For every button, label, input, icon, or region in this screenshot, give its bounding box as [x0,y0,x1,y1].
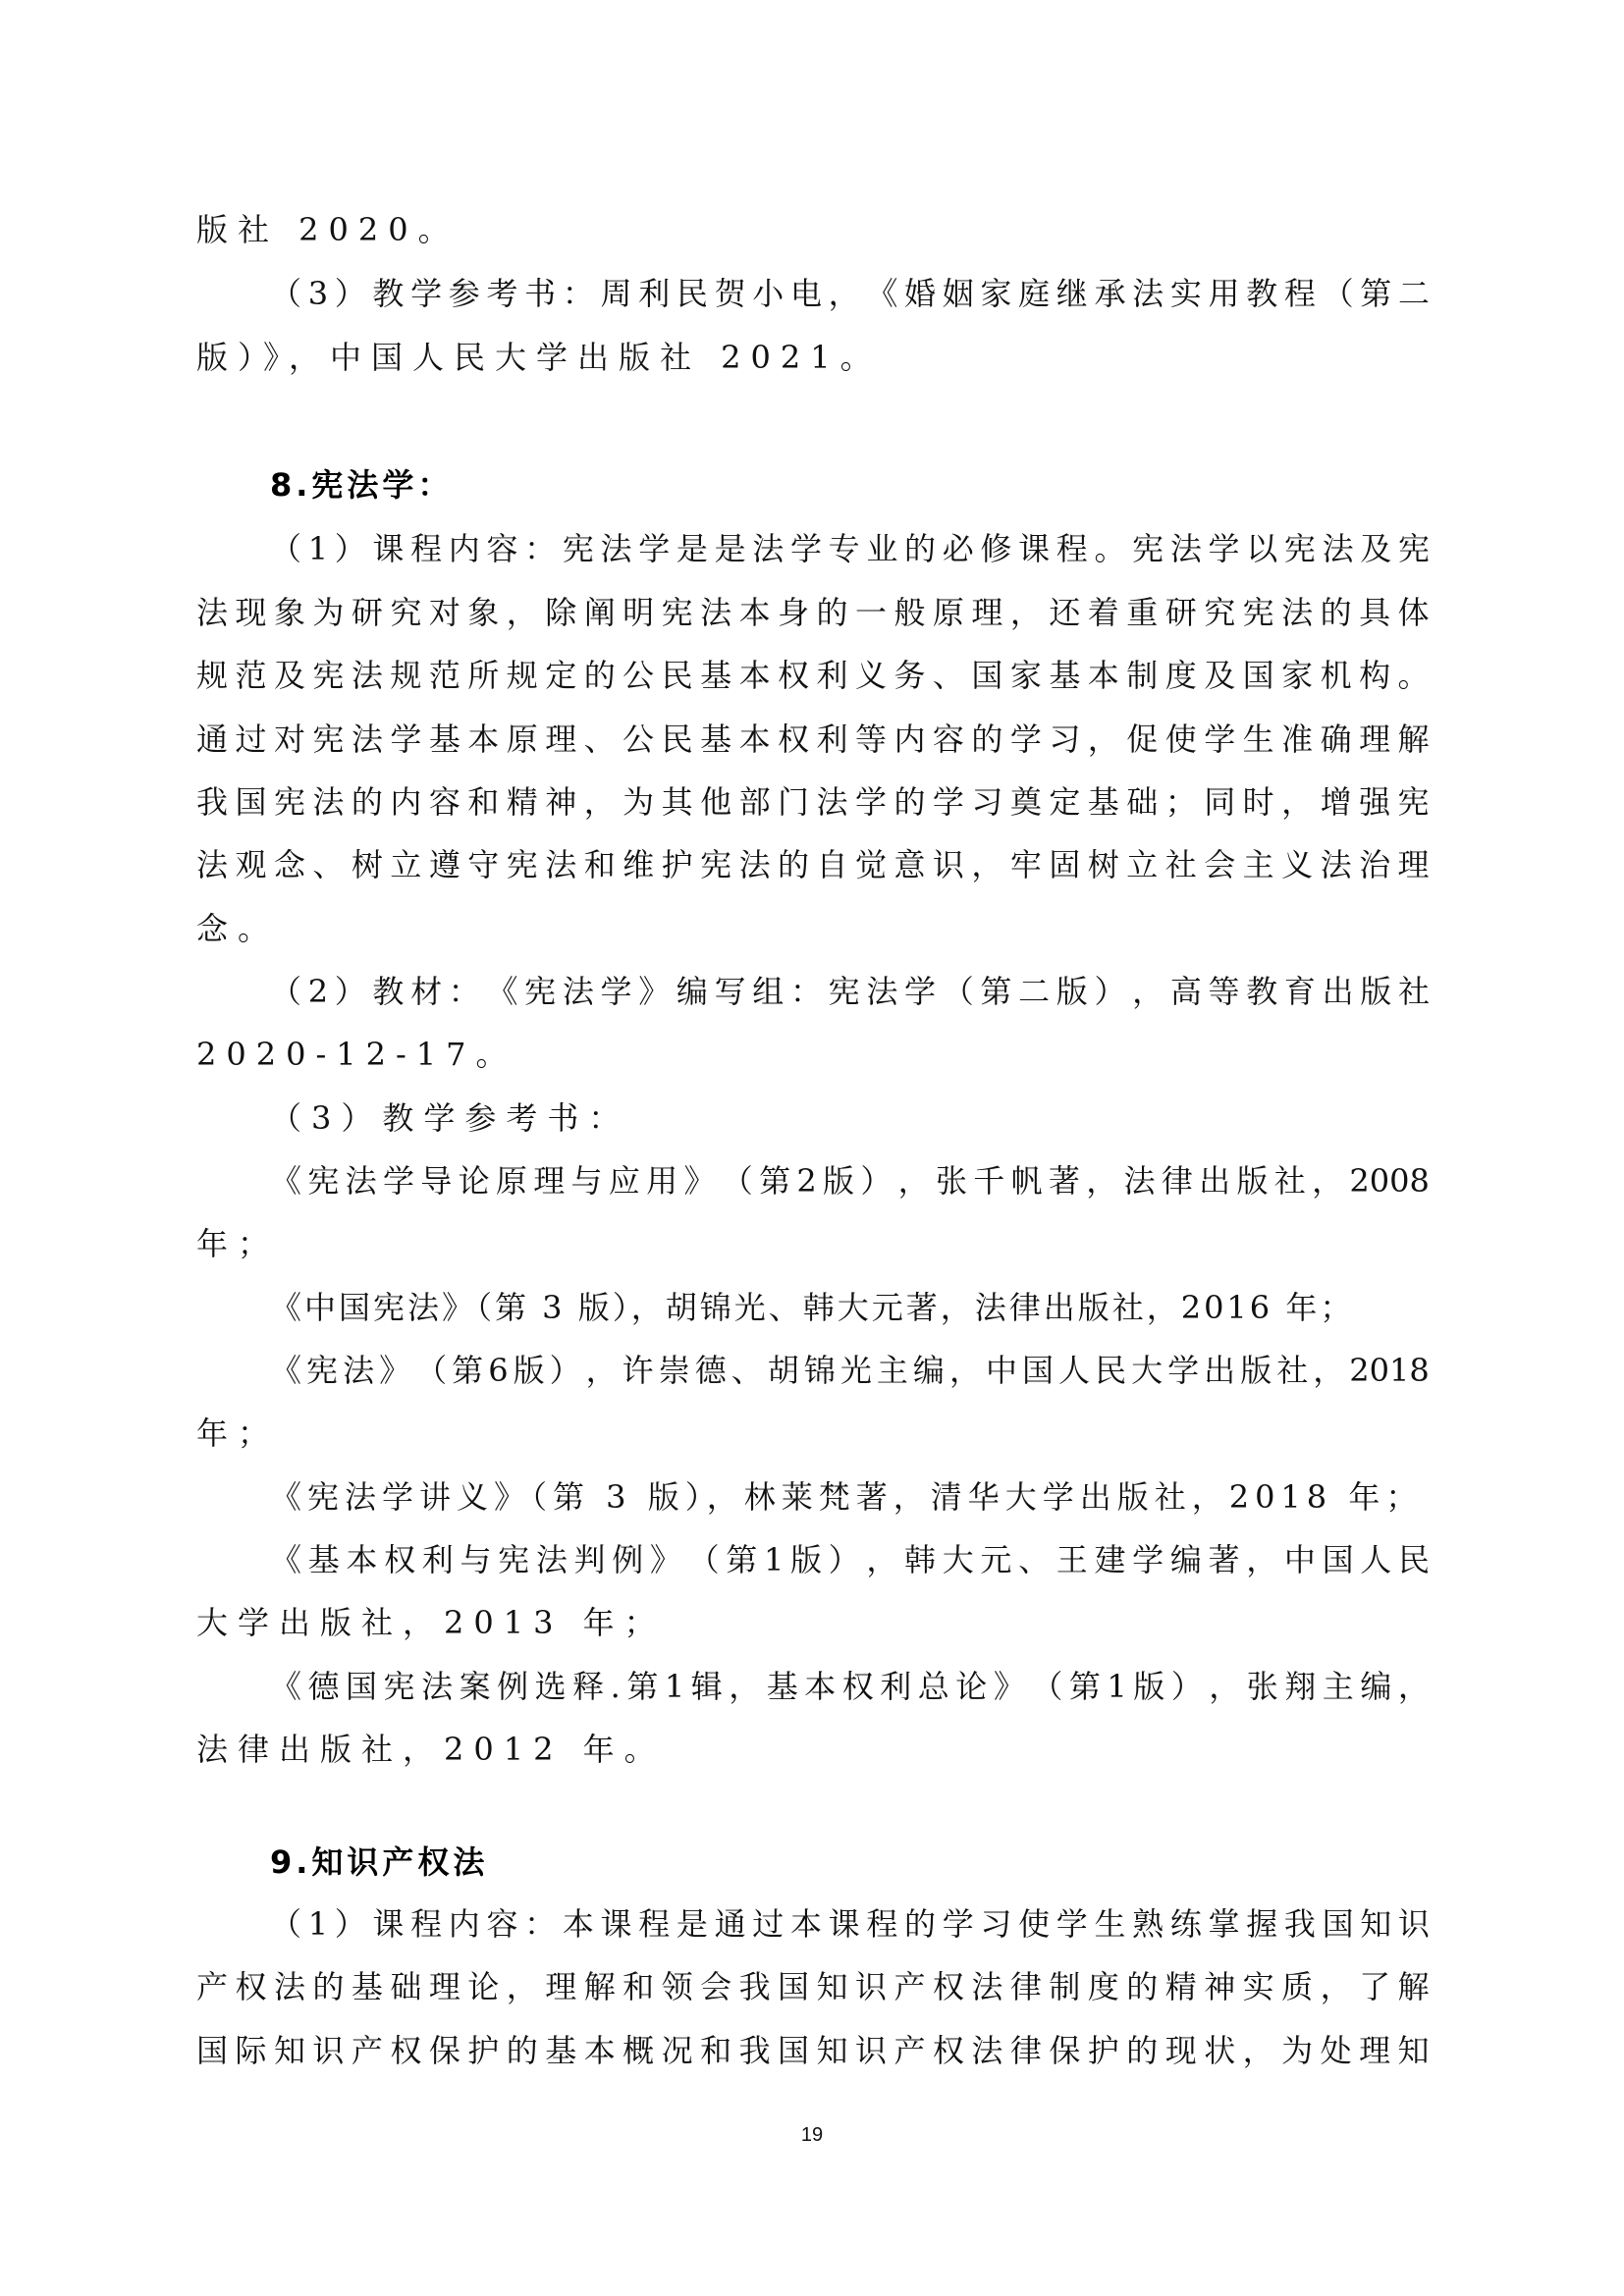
text-line: 大学出版社，2013 年； [196,1604,666,1641]
page-number: 19 [800,2124,824,2146]
text-line: 我 国 宪 法 的 内 容 和 精 神 ， 为 其 他 部 门 法 学 的 学 习 奠 定 基 础 ； 同 时 ， 增 强 宪 [196,783,1430,821]
text-line: 产 权 法 的 基 础 理 论 ， 理 解 和 领 会 我 国 知 识 产 权 法 律 制 度 的 精 神 实 质 ， 了 解 [196,1968,1430,2005]
text-line: 法 现 象 为 研 究 对 象 ， 除 阐 明 宪 法 本 身 的 一 般 原 理 ， 还 着 重 研 究 宪 法 的 具 体 [196,594,1430,631]
text-line: 《 宪 法 学 导 论 原 理 与 应 用 》 （ 第 2 版 ） ， 张 千 帆 著 ， 法 律 出 版 社 ， 2008 [270,1162,1430,1200]
text-line: 法律出版社，2012 年。 [196,1731,666,1768]
text-line: 《 基 本 权 利 与 宪 法 判 例 》 （ 第 1 版 ） ， 韩 大 元 、 王 建 学 编 著 ， 中 国 人 民 [270,1541,1430,1578]
text-line: 规 范 及 宪 法 规 范 所 规 定 的 公 民 基 本 权 利 义 务 、 国 家 基 本 制 度 及 国 家 机 构 。 [196,657,1430,694]
text-line: 法 观 念 、 树 立 遵 守 宪 法 和 维 护 宪 法 的 自 觉 意 识 ， 牢 固 树 立 社 会 主 义 法 治 理 [196,846,1430,883]
text-line: 《 宪 法 》 （ 第 6 版 ） ， 许 崇 德 、 胡 锦 光 主 编 ， 中 国 人 民 大 学 出 版 社 ， 2018 [270,1352,1430,1389]
text-line: 念。 [196,910,280,947]
text-line: 通 过 对 宪 法 学 基 本 原 理 、 公 民 基 本 权 利 等 内 容 的 学 习 ， 促 使 学 生 准 确 理 解 [196,721,1430,758]
text-line: （3）教学参考书： [270,1099,630,1137]
text-line: 版）》，中国人民大学出版社 2021。 [196,339,882,376]
text-line: 《中国宪法》（第 3 版），胡锦光、韩大元著，法律出版社，2016 年； [270,1289,1355,1326]
text-line: 国 际 知 识 产 权 保 护 的 基 本 概 况 和 我 国 知 识 产 权 法 律 保 护 的 现 状 ， 为 处 理 知 [196,2032,1430,2069]
text-line: 版社 2020。 [196,211,460,248]
text-line: 年； [196,1415,280,1452]
text-line: 年； [196,1225,280,1262]
section-heading-8: 8.宪法学： [270,466,454,504]
text-line: 2020-12-17。 [196,1036,517,1073]
text-line: （ 2 ） 教 材 ： 《 宪 法 学 》 编 写 组 ： 宪 法 学 （ 第 二 版 ） ， 高 等 教 育 出 版 社 [270,973,1430,1010]
section-heading-9: 9.知识产权法 [270,1843,489,1881]
text-line: 《 德 国 宪 法 案 例 选 释 . 第 1 辑 ， 基 本 权 利 总 论 》 （ 第 1 版 ） ， 张 翔 主 编 ， [270,1668,1430,1705]
text-line: （ 3 ） 教 学 参 考 书 ： 周 利 民 贺 小 电 ， 《 婚 姻 家 庭 继 承 法 实 用 教 程 （ 第 二 [270,275,1430,312]
text-line: （ 1 ） 课 程 内 容 ： 宪 法 学 是 是 法 学 专 业 的 必 修 课 程 。 宪 法 学 以 宪 法 及 宪 [270,530,1430,567]
text-line: 《宪法学讲义》（第 3 版），林莱梵著，清华大学出版社，2018 年； [270,1478,1424,1516]
text-line: （ 1 ） 课 程 内 容 ： 本 课 程 是 通 过 本 课 程 的 学 习 使 学 生 熟 练 掌 握 我 国 知 识 [270,1905,1430,1943]
